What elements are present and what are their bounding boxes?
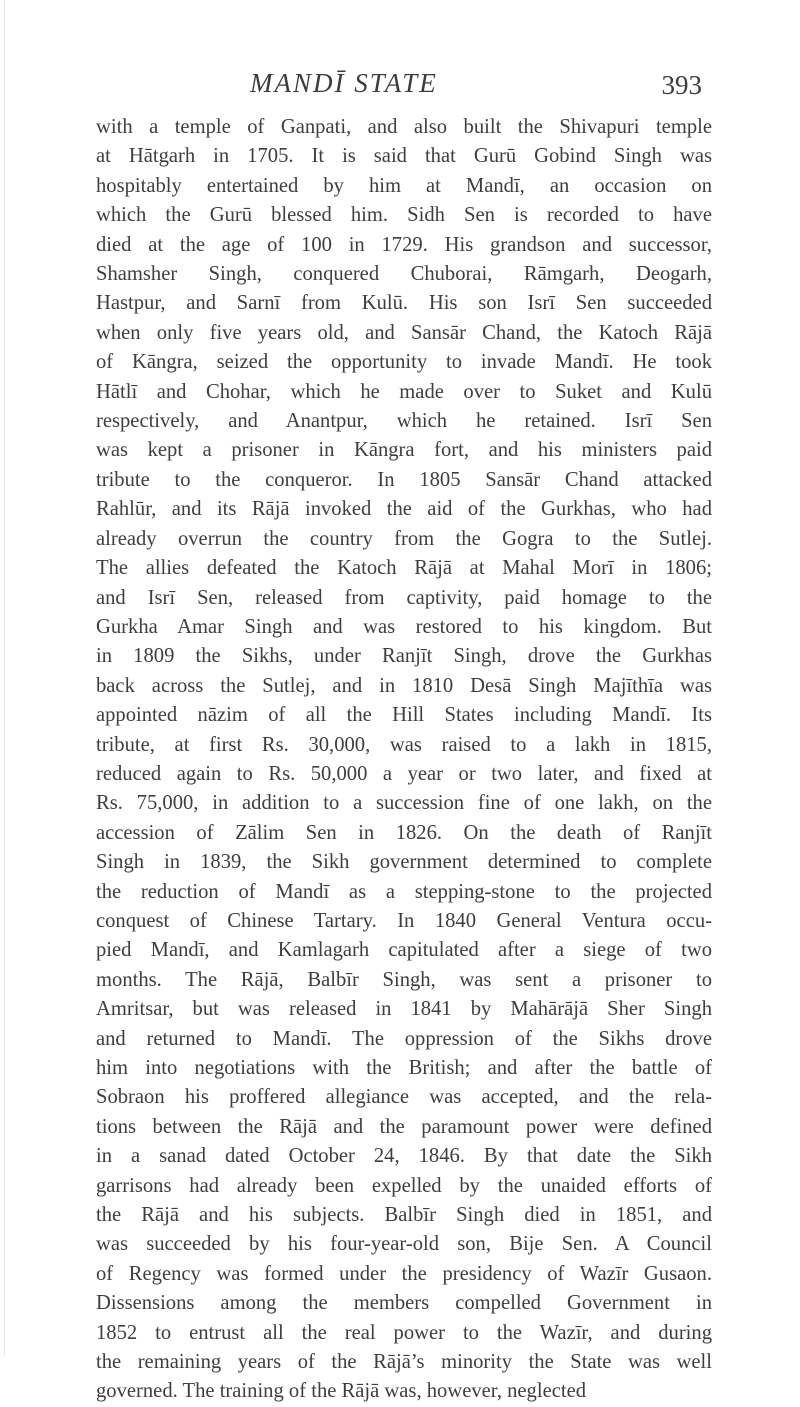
- text-line: pied Mandī, and Kamlagarh capitulated after a siege of two: [96, 939, 712, 962]
- running-head: MANDĪ STATE: [250, 68, 438, 98]
- page-number: 393: [661, 70, 702, 100]
- text-line: Amritsar, but was released in 1841 by Mahārājā Sher Singh: [96, 998, 712, 1021]
- text-line: tribute, at first Rs. 30,000, was raised to a lakh in 1815,: [96, 733, 712, 756]
- text-line: the remaining years of the Rājā’s minority the State was well: [96, 1351, 712, 1374]
- text-line: which the Gurū blessed him. Sidh Sen is recorded to have: [96, 204, 712, 227]
- text-line: reduced again to Rs. 50,000 a year or two later, and fixed at: [96, 762, 712, 785]
- body-paragraph: [96, 113, 712, 1407]
- page-edge-rule: [4, 0, 5, 1356]
- text-line: died at the age of 100 in 1729. His grandson and successor,: [96, 233, 712, 256]
- text-line: garrisons had already been expelled by the unaided efforts of: [96, 1174, 712, 1197]
- text-line: appointed nāzim of all the Hill States including Mandī. Its: [96, 704, 712, 727]
- text-line: back across the Sutlej, and in 1810 Desā Singh Majīthīa was: [96, 674, 712, 697]
- text-line: The allies defeated the Katoch Rājā at Mahal Morī in 1806;: [96, 557, 712, 580]
- text-line: was succeeded by his four-year-old son, Bije Sen. A Council: [96, 1233, 712, 1256]
- text-line: was kept a prisoner in Kāngra fort, and his ministers paid: [96, 439, 712, 462]
- text-line: Singh in 1839, the Sikh government determined to complete: [96, 851, 712, 874]
- text-line: in 1809 the Sikhs, under Ranjīt Singh, drove the Gurkhas: [96, 645, 712, 668]
- text-line: Rahlūr, and its Rājā invoked the aid of the Gurkhas, who had: [96, 498, 712, 521]
- text-line: the reduction of Mandī as a stepping-stone to the projected: [96, 880, 712, 903]
- text-line: of Regency was formed under the presidency of Wazīr Gusaon.: [96, 1262, 712, 1285]
- text-line: tribute to the conqueror. In 1805 Sansār Chand attacked: [96, 468, 712, 491]
- text-line: with a temple of Ganpati, and also built the Shivapuri temple: [96, 116, 712, 138]
- text-line: months. The Rājā, Balbīr Singh, was sent a prisoner to: [96, 968, 712, 991]
- text-line: Hātlī and Chohar, which he made over to Suket and Kulū: [96, 380, 712, 403]
- text-line: already overrun the country from the Gogra to the Sutlej.: [96, 527, 712, 550]
- text-line: 1852 to entrust all the real power to the Wazīr, and during: [96, 1321, 712, 1344]
- text-line: at Hātgarh in 1705. It is said that Gurū Gobind Singh was: [96, 145, 712, 168]
- text-line: and Isrī Sen, released from captivity, paid homage to the: [96, 586, 712, 609]
- text-line: the Rājā and his subjects. Balbīr Singh died in 1851, and: [96, 1204, 712, 1227]
- text-line: Rs. 75,000, in addition to a succession fine of one lakh, on the: [96, 792, 712, 815]
- text-line: Hastpur, and Sarnī from Kulū. His son Isrī Sen succeeded: [96, 292, 712, 315]
- text-line: in a sanad dated October 24, 1846. By that date the Sikh: [96, 1145, 712, 1168]
- text-line: him into negotiations with the British; and after the battle of: [96, 1057, 712, 1079]
- text-line: when only five years old, and Sansār Chand, the Katoch Rājā: [96, 321, 712, 344]
- text-line: conquest of Chinese Tartary. In 1840 General Ventura occu-: [96, 909, 712, 932]
- text-line: tions between the Rājā and the paramount power were defined: [96, 1115, 712, 1138]
- text-line: accession of Zālim Sen in 1826. On the death of Ranjīt: [96, 821, 712, 844]
- text-line: Dissensions among the members compelled Government in: [96, 1292, 712, 1315]
- text-line: and returned to Mandī. The oppression of the Sikhs drove: [96, 1027, 712, 1050]
- text-line: respectively, and Anantpur, which he retained. Isrī Sen: [96, 410, 712, 433]
- text-line: governed. The training of the Rājā was, however, neglected: [96, 1380, 587, 1403]
- text-line: hospitably entertained by him at Mandī, an occasion on: [96, 174, 712, 197]
- text-line: of Kāngra, seized the opportunity to invade Mandī. He took: [96, 351, 712, 374]
- text-line: Gurkha Amar Singh and was restored to his kingdom. But: [96, 615, 712, 638]
- text-line: Shamsher Singh, conquered Chuborai, Rāmgarh, Deogarh,: [96, 263, 712, 286]
- text-line: Sobraon his proffered allegiance was accepted, and the rela-: [96, 1086, 712, 1109]
